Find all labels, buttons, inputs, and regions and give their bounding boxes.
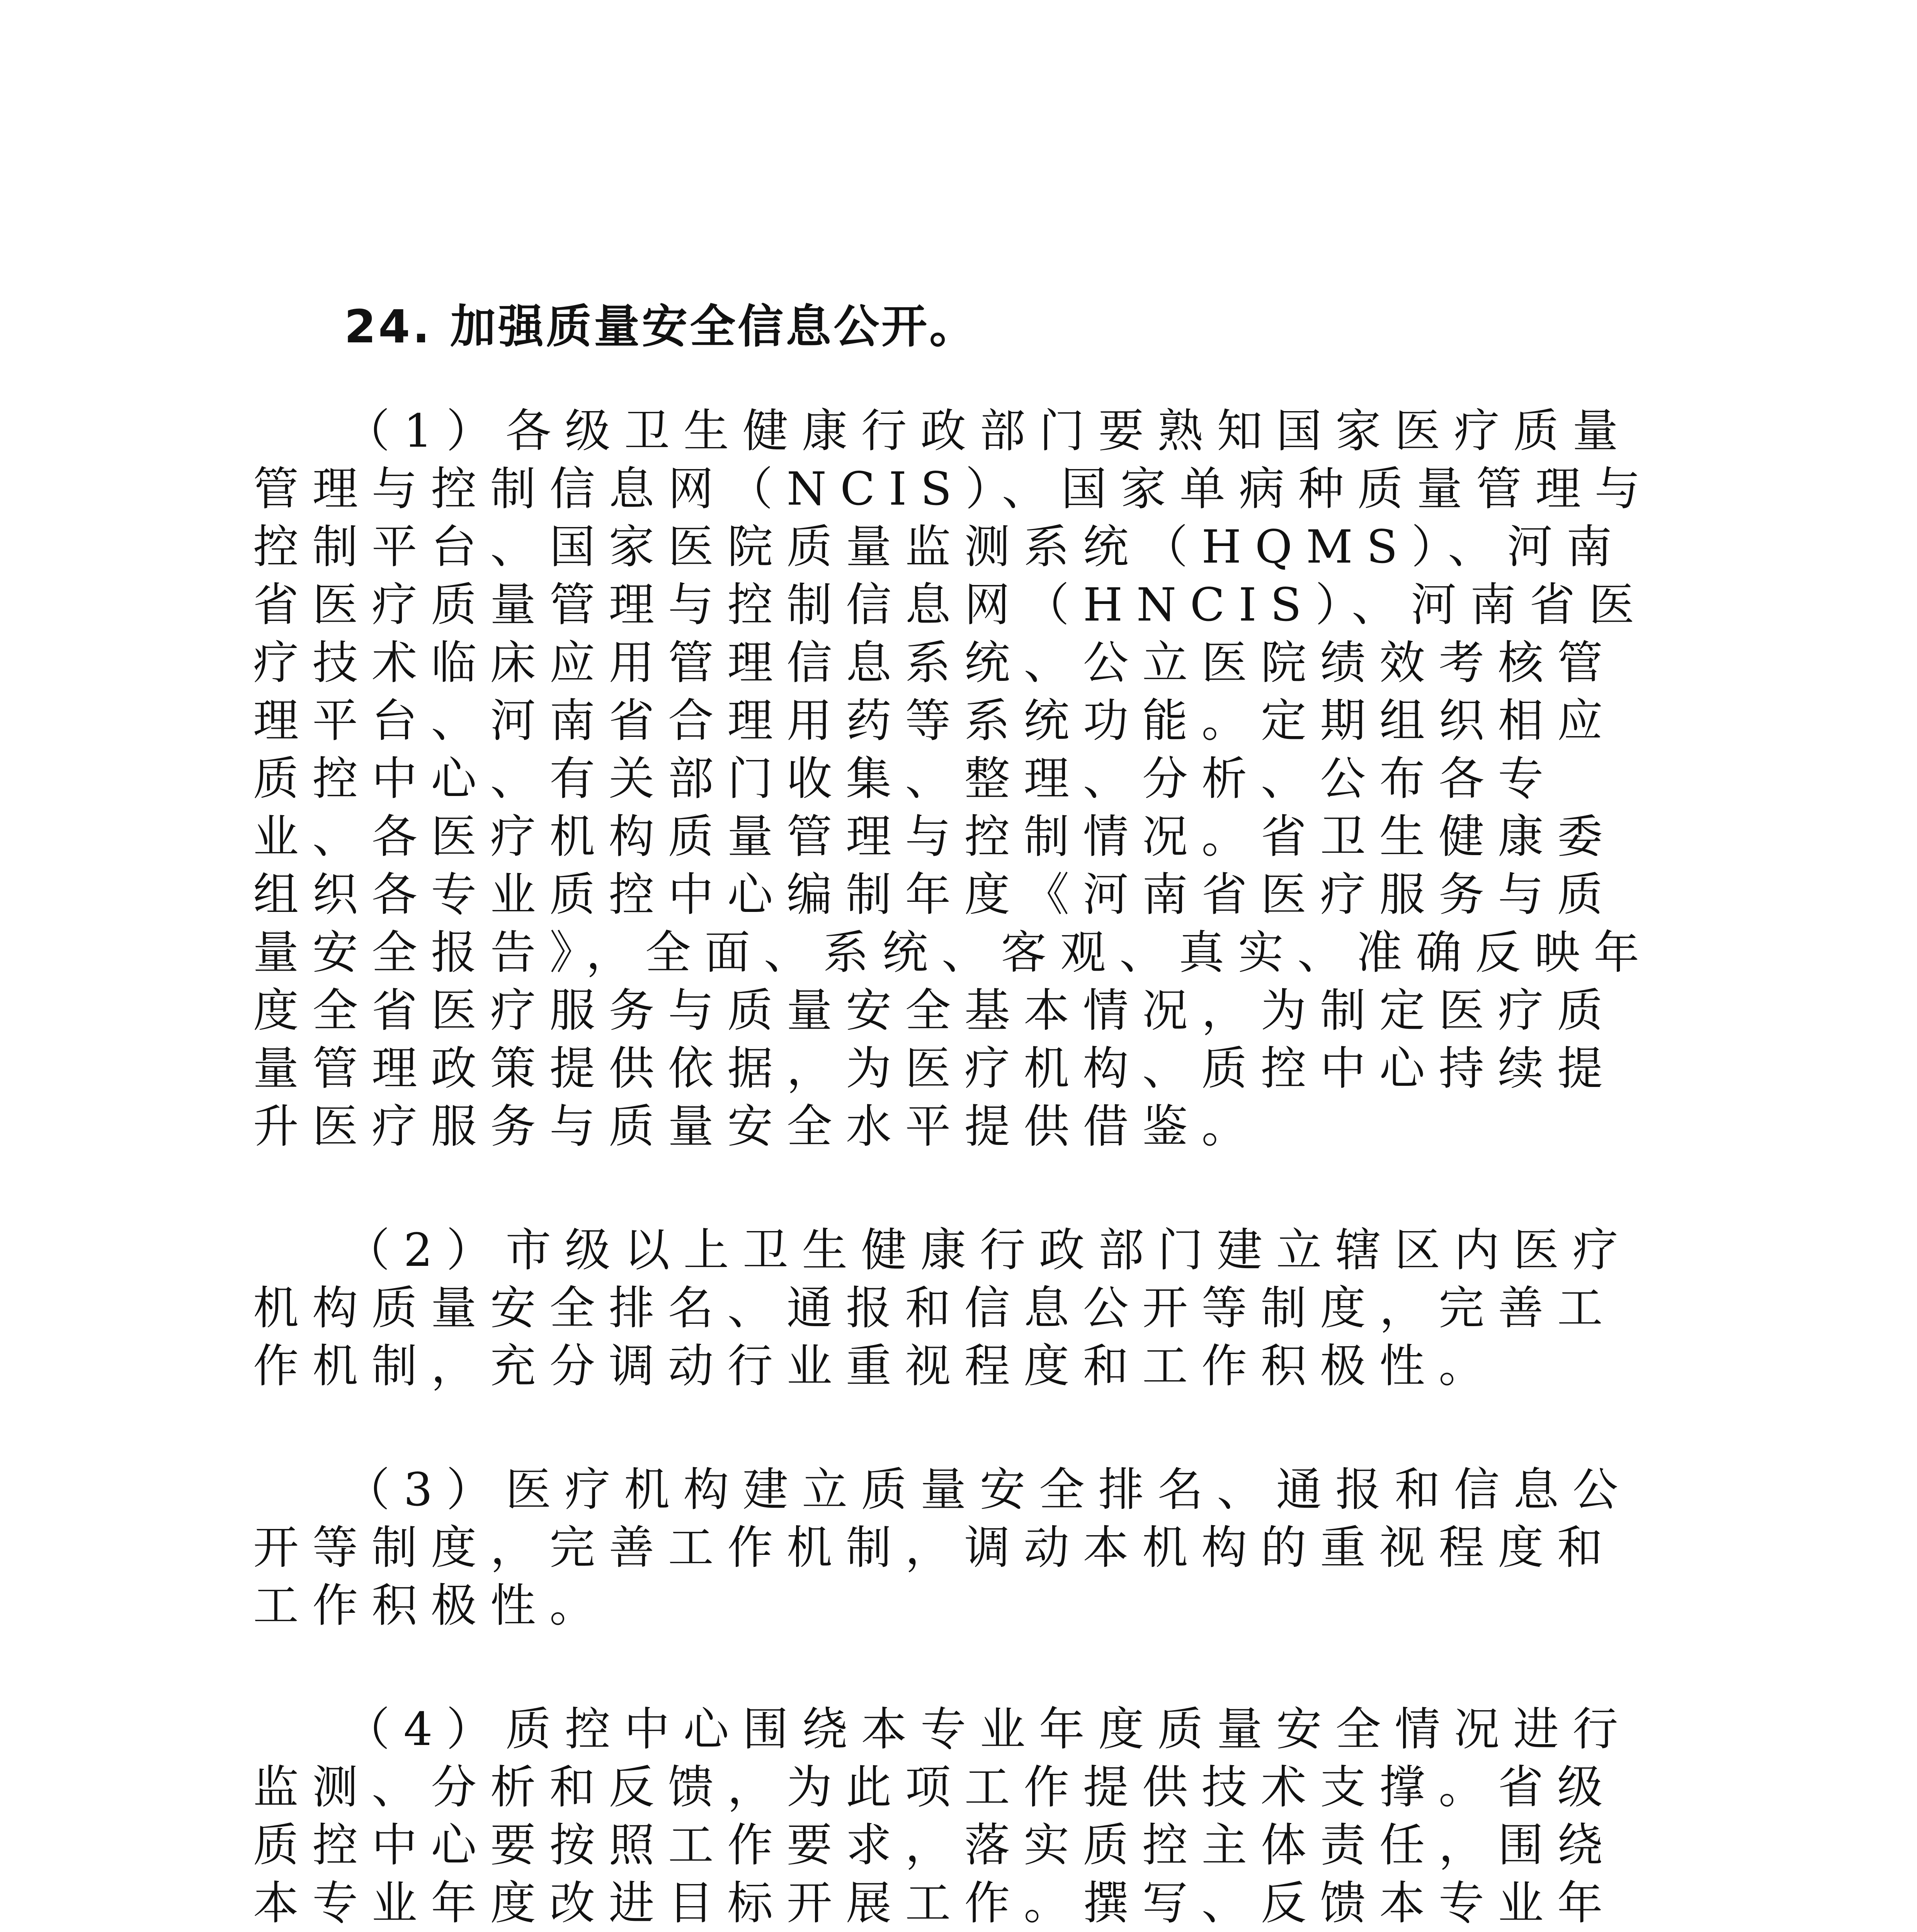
document-body	[253, 298, 1675, 1932]
paragraph-4: （4）质控中心围绕本专业年度质量安全情况进行监测、分析和反馈，为此项工作提供技术支撑。省级质控中心要按照工作要求，落实质控主体责任，围绕本专业年度改进目标开展工作。撰写、反馈本专业年	[253, 1702, 1632, 1930]
paragraph-2: （2）市级以上卫生健康行政部门建立辖区内医疗机构质量安全排名、通报和信息公开等制度，完善工作机制，充分调动行业重视程度和工作积极性。	[253, 1223, 1632, 1393]
paragraph-3: （3）医疗机构建立质量安全排名、通报和信息公开等制度，完善工作机制，调动本机构的重视程度和工作积极性。	[253, 1463, 1632, 1632]
paragraph-1: （1）各级卫生健康行政部门要熟知国家医疗质量管理与控制信息网（NCIS）、国家单病种质量管理与控制平台、国家医院质量监测系统（HQMS）、河南省医疗质量管理与控制信息网（HNCIS）、河南省医疗技术临床应用管理信息系统、公立医院绩效考核管理平台、河南省合理用药等系统功能。定期组织相应质控中心、有关部门收集、整理、分析、公布各专业、各医疗机构质量管理与控制情况。省卫生健康委组织各专业质控中心编制年度《河南省医疗服务与质量安全报告》，全面、系统、客观、真实、准确反映年度全省医疗服务与质量安全基本情况，为制定医疗质量管理政策提供依据，为医疗机构、质控中心持续提升医疗服务与质量安全水平提供借鉴。	[253, 404, 1654, 1153]
section-heading: 24. 加强质量安全信息公开。	[344, 300, 978, 353]
